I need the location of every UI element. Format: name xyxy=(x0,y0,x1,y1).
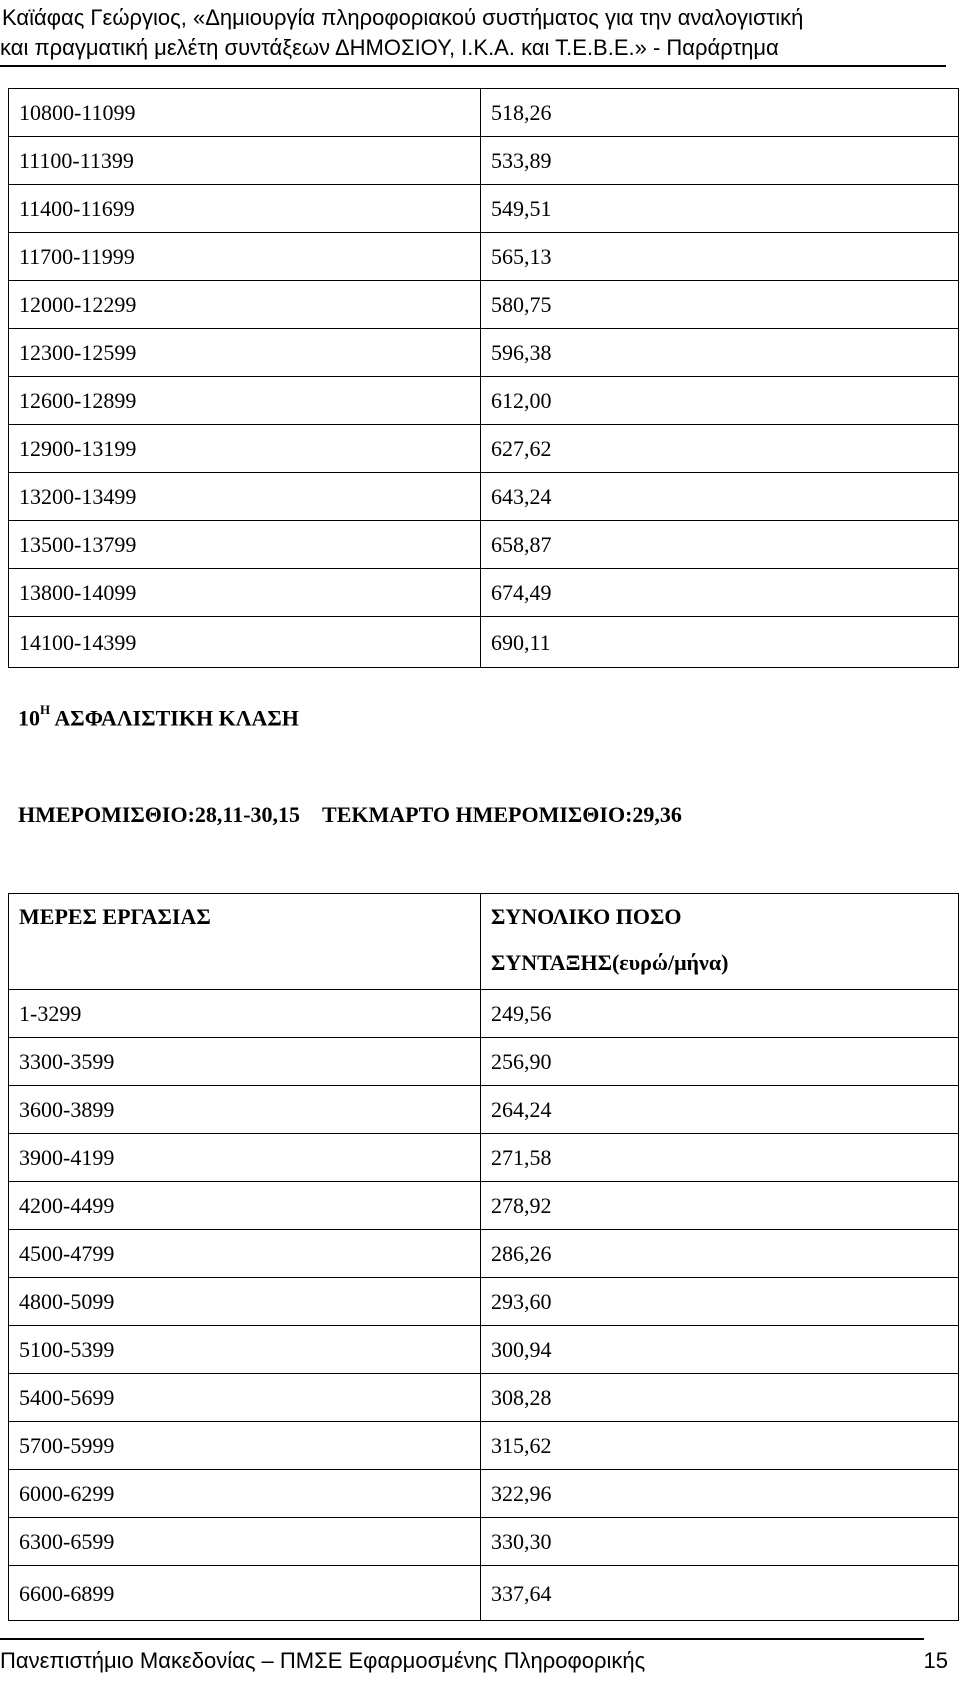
work-days-cell: 4800-5099 xyxy=(9,1278,481,1326)
work-days-cell: 13200-13499 xyxy=(9,473,481,521)
header-total-amount-line2: ΣΥΝΤΑΞΗΣ(ευρώ/μήνα) xyxy=(491,950,729,975)
wage-line xyxy=(18,802,682,828)
presumed-wage: ΤΕΚΜΑΡΤΟ ΗΜΕΡΟΜΙΣΘΙΟ:29,36 xyxy=(322,802,682,827)
table-row xyxy=(9,1422,959,1470)
table-row xyxy=(9,990,959,1038)
amount-cell: 612,00 xyxy=(481,377,959,425)
amount-cell: 286,26 xyxy=(481,1230,959,1278)
amount-cell: 256,90 xyxy=(481,1038,959,1086)
work-days-cell: 4200-4499 xyxy=(9,1182,481,1230)
work-days-cell: 6600-6899 xyxy=(9,1566,481,1621)
table-row xyxy=(9,1086,959,1134)
work-days-cell: 12900-13199 xyxy=(9,425,481,473)
work-days-cell: 5700-5999 xyxy=(9,1422,481,1470)
amount-cell: 580,75 xyxy=(481,281,959,329)
page-footer xyxy=(0,1648,948,1674)
table-row xyxy=(9,617,959,668)
work-days-cell: 4500-4799 xyxy=(9,1230,481,1278)
work-days-cell: 11700-11999 xyxy=(9,233,481,281)
work-days-cell: 3300-3599 xyxy=(9,1038,481,1086)
header-rule xyxy=(0,65,946,67)
amount-cell: 300,94 xyxy=(481,1326,959,1374)
amount-cell: 264,24 xyxy=(481,1086,959,1134)
amount-cell: 330,30 xyxy=(481,1518,959,1566)
amount-cell: 249,56 xyxy=(481,990,959,1038)
work-days-cell: 3600-3899 xyxy=(9,1086,481,1134)
table-row xyxy=(9,1566,959,1621)
table-row xyxy=(9,569,959,617)
table-row xyxy=(9,473,959,521)
work-days-cell: 5100-5399 xyxy=(9,1326,481,1374)
work-days-cell: 12600-12899 xyxy=(9,377,481,425)
amount-cell: 690,11 xyxy=(481,617,959,668)
amount-cell: 674,49 xyxy=(481,569,959,617)
work-days-cell: 1-3299 xyxy=(9,990,481,1038)
amount-cell: 643,24 xyxy=(481,473,959,521)
wage-range: ΗΜΕΡΟΜΙΣΘΙΟ:28,11-30,15 xyxy=(18,802,301,827)
header-line-2: και πραγματική μελέτη συντάξεων ΔΗΜΟΣΙΟΥ, Ι.Κ.Α. και Τ.Ε.Β.Ε.» - Παράρτημα xyxy=(0,35,779,60)
table-row xyxy=(9,377,959,425)
table-row xyxy=(9,1518,959,1566)
header-total-amount xyxy=(481,894,959,990)
footer-rule xyxy=(0,1638,924,1640)
work-days-cell: 13500-13799 xyxy=(9,521,481,569)
work-days-cell: 11100-11399 xyxy=(9,137,481,185)
amount-cell: 278,92 xyxy=(481,1182,959,1230)
work-days-cell: 6000-6299 xyxy=(9,1470,481,1518)
amount-cell: 518,26 xyxy=(481,89,959,137)
table-row xyxy=(9,521,959,569)
work-days-cell: 14100-14399 xyxy=(9,617,481,668)
work-days-cell: 5400-5699 xyxy=(9,1374,481,1422)
table-row xyxy=(9,425,959,473)
amount-cell: 549,51 xyxy=(481,185,959,233)
amount-cell: 322,96 xyxy=(481,1470,959,1518)
table-header-row xyxy=(9,894,959,990)
amount-cell: 293,60 xyxy=(481,1278,959,1326)
amount-cell: 596,38 xyxy=(481,329,959,377)
pension-table-class-10 xyxy=(8,893,959,1621)
work-days-cell: 12000-12299 xyxy=(9,281,481,329)
work-days-cell: 10800-11099 xyxy=(9,89,481,137)
table-row xyxy=(9,185,959,233)
table-row xyxy=(9,1326,959,1374)
header-total-amount-line1: ΣΥΝΟΛΙΚΟ ΠΟΣΟ xyxy=(491,904,682,929)
page-number: 15 xyxy=(923,1648,948,1673)
work-days-cell: 12300-12599 xyxy=(9,329,481,377)
table-row xyxy=(9,89,959,137)
work-days-cell: 11400-11699 xyxy=(9,185,481,233)
class-number: 10 xyxy=(18,705,40,731)
class-superscript: Η xyxy=(40,702,51,717)
table-row xyxy=(9,137,959,185)
table-row xyxy=(9,1470,959,1518)
table-row xyxy=(9,1182,959,1230)
work-days-cell: 3900-4199 xyxy=(9,1134,481,1182)
table-row xyxy=(9,281,959,329)
work-days-cell: 6300-6599 xyxy=(9,1518,481,1566)
amount-cell: 658,87 xyxy=(481,521,959,569)
amount-cell: 627,62 xyxy=(481,425,959,473)
table-row xyxy=(9,1278,959,1326)
table-row xyxy=(9,1134,959,1182)
table-row xyxy=(9,233,959,281)
table-row xyxy=(9,1230,959,1278)
page-header xyxy=(0,3,960,63)
class-label: ΑΣΦΑΛΙΣΤΙΚΗ ΚΛΑΣΗ xyxy=(54,705,299,731)
amount-cell: 533,89 xyxy=(481,137,959,185)
amount-cell: 271,58 xyxy=(481,1134,959,1182)
amount-cell: 315,62 xyxy=(481,1422,959,1470)
amount-cell: 308,28 xyxy=(481,1374,959,1422)
header-line-1: Καϊάφας Γεώργιος, «Δημιουργία πληροφοριακού συστήματος για την αναλογιστική xyxy=(2,5,804,30)
table-row xyxy=(9,1038,959,1086)
table-row xyxy=(9,329,959,377)
table-row xyxy=(9,1374,959,1422)
amount-cell: 337,64 xyxy=(481,1566,959,1621)
header-work-days: ΜΕΡΕΣ ΕΡΓΑΣΙΑΣ xyxy=(9,894,481,990)
insurance-class-title xyxy=(18,702,299,731)
footer-text: Πανεπιστήμιο Μακεδονίας – ΠΜΣΕ Εφαρμοσμένης Πληροφορικής xyxy=(0,1648,646,1673)
pension-table-continued xyxy=(8,88,959,668)
amount-cell: 565,13 xyxy=(481,233,959,281)
work-days-cell: 13800-14099 xyxy=(9,569,481,617)
